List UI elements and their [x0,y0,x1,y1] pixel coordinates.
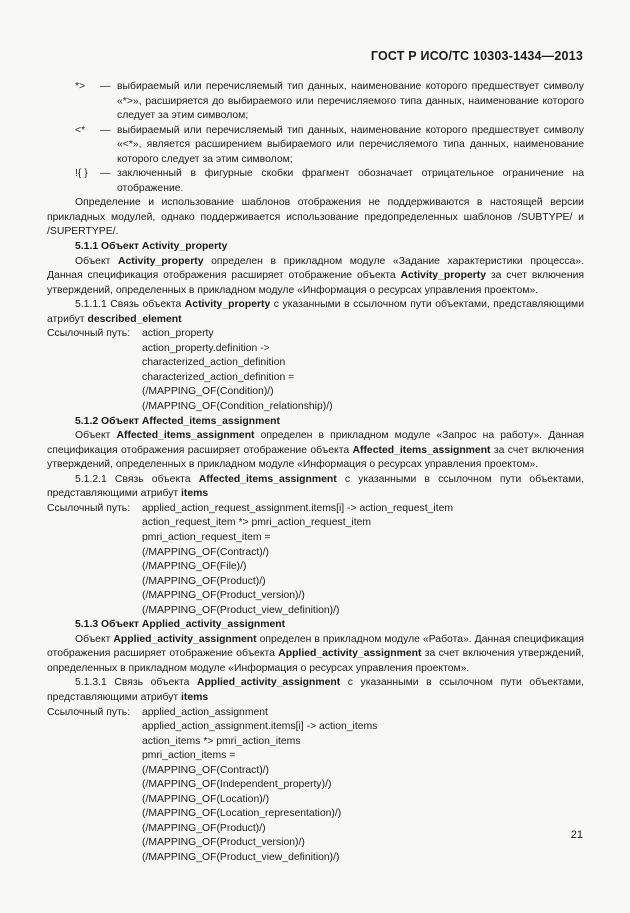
page-content [47,80,584,866]
section-heading: 5.1.3 Объект Applied_activity_assignment [75,619,286,631]
definition-text: заключенный в фигурные скобки фрагмент обозначает отрицательное ограничение на отображение. [117,168,584,194]
definition-item [47,124,584,168]
reference-line: pmri_action_request_item = [142,531,271,543]
definition-symbol: !{ } [75,168,88,180]
reference-line: (/MAPPING_OF(Location_representation)/) [142,808,342,820]
reference-line: action_items *> pmri_action_items [142,735,301,747]
reference-line: action_request_item *> pmri_action_request_item [142,517,372,529]
section-paragraph: Объект Affected_items_assignment определен в прикладном модуле «Запрос на работу». Данная спецификация отображения расширяет отображение объекта Affected_items_assignment за счет включения утверждений, определенных в прикладном модуле «Информация о ресурсах управления проектом». [47,430,585,471]
reference-line: (/MAPPING_OF(Condition_relationship)/) [142,401,333,413]
page-number: 21 [570,829,583,841]
standard-header: ГОСТ Р ИСО/ТС 10303-1434—2013 [370,49,583,63]
reference-path-label: Ссылочный путь: [47,502,131,514]
reference-line: (/MAPPING_OF(Condition)/) [142,386,274,398]
definition-dash: — [100,81,111,92]
entity-name: Activity_property [118,255,204,267]
reference-line: applied_action_request_assignment.items[i] -> action_request_item [142,502,454,514]
reference-path [47,706,584,866]
reference-line: (/MAPPING_OF(Product_version)/) [142,837,305,849]
reference-path [47,502,584,618]
definition-text: выбираемый или перечисляемый тип данных, наименование которого предшествует символу «<*», является расширением выбираемого или перечисляемого типа данных, наименование которого следует за этим символом; [117,124,584,165]
reference-line: (/MAPPING_OF(Contract)/) [142,546,270,558]
reference-line: characterized_action_definition = [142,371,295,383]
definition-symbol: *> [75,81,86,92]
section-paragraph: Объект Applied_activity_assignment определен в прикладном модуле «Работа». Данная спецификация отображения расширяет отображение объекта Applied_activity_assignment за счет включения утверждений, определенных в прикладном модуле «Информация о ресурсах управления проектом». [47,633,584,674]
reference-line: (/MAPPING_OF(File)/) [142,561,247,573]
reference-line: (/MAPPING_OF(Contract)/) [142,764,270,776]
reference-path-label: Ссылочный путь: [47,706,131,718]
section-heading: 5.1.1 Объект Activity_property [75,241,228,253]
entity-name: Affected_items_assignment [352,444,491,456]
reference-line: pmri_action_items = [142,750,236,762]
reference-line: (/MAPPING_OF(Independent_property)/) [142,779,332,791]
reference-line: action_property.definition -> [142,342,270,354]
attribute-name: items [181,488,209,500]
section-paragraph: Объект Activity_property определен в прикладном модуле «Задание характеристики процесса». Данная спецификация отображения расширяет отображение объекта Activity_property за счет включения утверждений, определенных в прикладном модуле «Информация о ресурсах управления проектом». [47,255,585,296]
entity-name: Applied_activity_assignment [196,677,341,689]
reference-path-label: Ссылочный путь: [47,328,131,340]
reference-path-lines [142,706,584,866]
reference-line: (/MAPPING_OF(Product_view_definition)/) [142,851,340,863]
entity-name: Applied_activity_assignment [278,648,422,660]
reference-line: applied_action_assignment [142,706,268,718]
attribute-name: items [181,691,209,703]
reference-path-lines [142,327,584,414]
reference-line: (/MAPPING_OF(Product_view_definition)/) [142,604,340,616]
entity-name: Affected_items_assignment [116,430,255,442]
section-heading: 5.1.2 Объект Affected_items_assignment [75,415,280,427]
reference-line: (/MAPPING_OF(Product)/) [142,822,266,834]
attribute-name: described_element [87,313,182,325]
reference-line: (/MAPPING_OF(Location)/) [142,793,270,805]
definition-symbol: <* [75,124,86,136]
definition-item [47,167,584,196]
intro-paragraph: Определение и использование шаблонов отображения не поддерживаются в настоящей версии прикладных модулей, однако поддерживается использование предопределенных шаблонов /SUBTYPE/ и /SUPERTYPE/. [47,197,584,238]
subsection-text: 5.1.2.1 Связь объекта Affected_items_assignment с указанными в ссылочном пути объектами, представляющими атрибут items [47,473,585,500]
reference-line: action_property [142,328,214,340]
definition-dash: — [100,168,111,180]
entity-name: Affected_items_assignment [198,473,337,485]
definition-text: выбираемый или перечисляемый тип данных, наименование которого предшествует символу «*>», расширяется до выбираемого или перечисляемого типа данных, наименование которого следует за этим символом; [117,81,584,122]
reference-line: applied_action_assignment.items[i] -> action_items [142,721,378,733]
subsection-text: 5.1.3.1 Связь объекта Applied_activity_assignment с указанными в ссылочном пути объектами, представляющими атрибут items [47,677,585,703]
entity-name: Activity_property [184,299,271,311]
reference-path-lines [142,502,584,618]
definition-dash: — [100,124,111,136]
reference-line: (/MAPPING_OF(Product)/) [142,575,266,587]
reference-path [47,327,584,414]
subsection-text: 5.1.1.1 Связь объекта Activity_property с указанными в ссылочном пути объектами, представляющими атрибут described_element [47,299,584,325]
reference-line: characterized_action_definition [142,357,286,369]
definition-item [47,80,584,124]
entity-name: Activity_property [400,270,487,282]
entity-name: Applied_activity_assignment [113,633,257,645]
reference-line: (/MAPPING_OF(Product_version)/) [142,590,305,602]
